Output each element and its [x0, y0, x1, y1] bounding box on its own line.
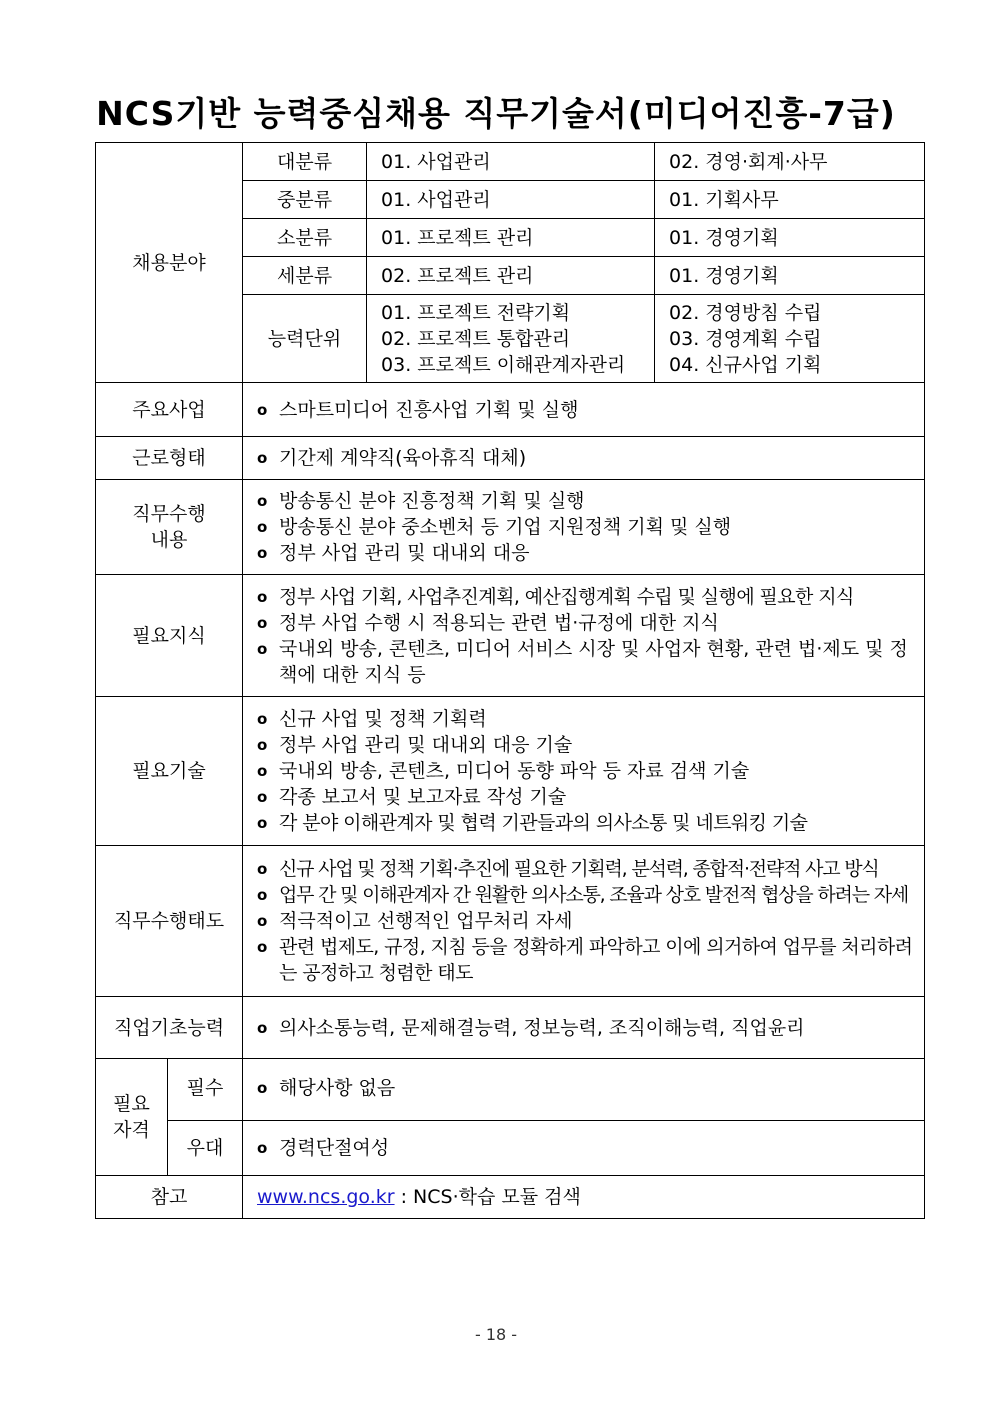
work-type-label: 근로형태 [96, 437, 243, 480]
category-major-value-2: 02. 경영·회계·사무 [655, 143, 925, 181]
category-detail-value-1: 02. 프로젝트 관리 [367, 257, 655, 295]
bullet-icon: o [257, 400, 268, 419]
list-item: o 관련 법제도, 규정, 지침 등을 정확하게 파악하고 이에 의거하여 업무를 처리하려는 공정하고 청렴한 태도 [257, 936, 913, 984]
list-item: o 스마트미디어 진흥사업 기획 및 실행 [257, 398, 579, 421]
bullet-icon: o [257, 587, 267, 606]
reference-text: : NCS·학습 모듈 검색 [394, 1186, 581, 1208]
duties-label: 직무수행 내용 [96, 480, 243, 575]
attitude-label: 직무수행태도 [96, 846, 243, 997]
list-item: o 신규 사업 및 정책 기획력 [257, 708, 487, 730]
bullet-icon: o [257, 938, 267, 956]
list-item: o 정부 사업 수행 시 적용되는 관련 법·규정에 대한 지식 [257, 611, 719, 634]
preferred-content [243, 1121, 925, 1176]
attitude-content [243, 846, 925, 997]
duties-content [243, 480, 925, 575]
list-item: o 기간제 계약직(육아휴직 대체) [257, 447, 527, 469]
list-item: o 신규 사업 및 정책 기획·추진에 필요한 기획력, 분석력, 종합적·전략적 사고 방식 [257, 858, 879, 880]
bullet-icon: o [257, 860, 267, 878]
list-item: o 적극적이고 선행적인 업무처리 자세 [257, 910, 573, 932]
bullet-icon: o [257, 449, 268, 467]
reference-content [243, 1176, 925, 1219]
category-detail-label: 세분류 [243, 257, 367, 295]
work-type-content [243, 437, 925, 480]
competency-unit: 02. 경영방침 수립 [669, 301, 822, 324]
competency-units-2 [655, 295, 925, 383]
category-minor-value-1: 01. 프로젝트 관리 [367, 219, 655, 257]
bullet-icon: o [257, 788, 268, 806]
reference-label: 참고 [96, 1176, 243, 1219]
list-item: o 경력단절여성 [257, 1137, 390, 1159]
bullet-icon: o [257, 544, 268, 562]
list-item: o 방송통신 분야 중소벤처 등 기업 지원정책 기획 및 실행 [257, 516, 732, 538]
list-item: o 각 분야 이해관계자 및 협력 기관들과의 의사소통 및 네트워킹 기술 [257, 812, 808, 834]
bullet-icon: o [257, 912, 268, 930]
skills-content [243, 697, 925, 846]
list-item: o 방송통신 분야 진흥정책 기획 및 실행 [257, 490, 585, 512]
category-minor-label: 소분류 [243, 219, 367, 257]
bullet-icon: o [257, 518, 268, 536]
list-item: o 정부 사업 관리 및 대내외 대응 기술 [257, 734, 573, 756]
bullet-icon: o [257, 1018, 268, 1037]
bullet-icon: o [257, 1139, 268, 1157]
knowledge-label: 필요지식 [96, 575, 243, 697]
bullet-icon: o [257, 1079, 268, 1097]
recruit-field-label: 채용분야 [96, 143, 243, 383]
category-major-label: 대분류 [243, 143, 367, 181]
category-major-value-1: 01. 사업관리 [367, 143, 655, 181]
list-item: o 업무 간 및 이해관계자 간 원활한 의사소통, 조율과 상호 발전적 협상을 하려는 자세 [257, 884, 909, 906]
category-minor-value-2: 01. 경영기획 [655, 219, 925, 257]
competency-unit: 04. 신규사업 기획 [669, 353, 822, 376]
category-middle-label: 중분류 [243, 181, 367, 219]
required-label: 필수 [168, 1059, 243, 1121]
skills-label: 필요기술 [96, 697, 243, 846]
competency-units-1 [367, 295, 655, 383]
list-item: o 해당사항 없음 [257, 1077, 396, 1099]
page-number: - 18 - [474, 1325, 518, 1344]
main-business-label: 주요사업 [96, 383, 243, 437]
list-item: o 국내외 방송, 콘텐츠, 미디어 서비스 시장 및 사업자 현황, 관련 법·제도 및 정책에 대한 지식 등 [257, 637, 908, 686]
competency-unit: 01. 프로젝트 전략기획 [381, 301, 571, 324]
category-detail-value-2: 01. 경영기획 [655, 257, 925, 295]
main-business-content [243, 383, 925, 437]
list-item: o 의사소통능력, 문제해결능력, 정보능력, 조직이해능력, 직업윤리 [257, 1016, 805, 1039]
qualification-label: 필요 자격 [96, 1059, 168, 1176]
bullet-icon: o [257, 736, 268, 754]
list-item: o 정부 사업 관리 및 대내외 대응 [257, 542, 530, 564]
bullet-icon: o [257, 492, 268, 510]
list-item: o 각종 보고서 및 보고자료 작성 기술 [257, 786, 567, 808]
list-item: o 국내외 방송, 콘텐츠, 미디어 동향 파악 등 자료 검색 기술 [257, 760, 750, 782]
required-content [243, 1059, 925, 1121]
competency-unit: 03. 프로젝트 이해관계자관리 [381, 353, 626, 376]
category-middle-value-1: 01. 사업관리 [367, 181, 655, 219]
bullet-icon: o [257, 613, 268, 632]
bullet-icon: o [257, 710, 268, 728]
ncs-link[interactable]: www.ncs.go.kr [257, 1186, 395, 1208]
list-item: o 정부 사업 기획, 사업추진계획, 예산집행계획 수립 및 실행에 필요한 지식 [257, 585, 854, 608]
knowledge-content [243, 575, 925, 697]
bullet-icon: o [257, 886, 267, 904]
job-description-table [95, 142, 925, 1219]
competency-unit: 02. 프로젝트 통합관리 [381, 327, 571, 350]
competency-unit-label: 능력단위 [243, 295, 367, 383]
basic-ability-label: 직업기초능력 [96, 997, 243, 1059]
category-middle-value-2: 01. 기획사무 [655, 181, 925, 219]
preferred-label: 우대 [168, 1121, 243, 1176]
competency-unit: 03. 경영계획 수립 [669, 327, 822, 350]
bullet-icon: o [257, 814, 267, 832]
basic-ability-content [243, 997, 925, 1059]
bullet-icon: o [257, 639, 268, 658]
page-title: NCS기반 능력중심채용 직무기술서(미디어진흥-7급) [96, 94, 896, 133]
bullet-icon: o [257, 762, 268, 780]
